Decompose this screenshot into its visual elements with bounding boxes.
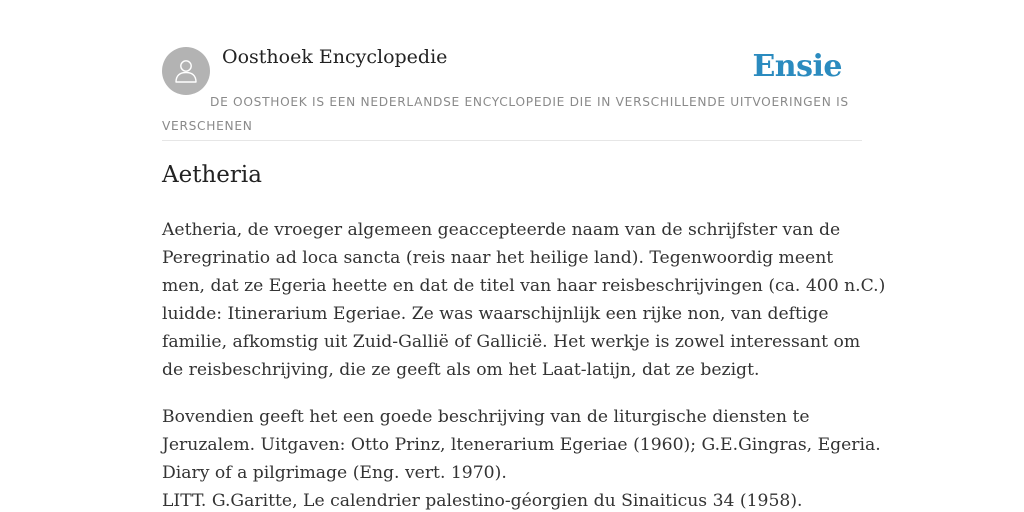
text-line: Bovendien geeft het een goede beschrijving van de liturgische diensten te (162, 407, 810, 427)
site-header (162, 44, 862, 141)
text-line: Aetheria, de vroeger algemeen geaccepteerde naam van de schrijfster van de (162, 220, 841, 240)
text-line: men, dat ze Egeria heette en dat de titel van haar reisbeschrijvingen (ca. 400 n.C.) (162, 276, 886, 296)
site-title[interactable]: Oosthoek Encyclopedie (222, 46, 448, 68)
text-line: de reisbeschrijving, die ze geeft als om het Laat-latijn, dat ze bezigt. (162, 360, 760, 380)
ensie-logo[interactable]: Ensie (752, 49, 842, 84)
text-line: Peregrinatio ad loca sancta (reis naar het heilige land). Tegenwoordig meent (162, 248, 834, 268)
user-icon-glyph (171, 56, 201, 86)
article-body (162, 216, 886, 512)
text-line: Diary of a pilgrimage (Eng. vert. 1970). (162, 463, 507, 483)
text-line: luidde: Itinerarium Egeriae. Ze was waarschijnlijk een rijke non, van deftige (162, 304, 829, 324)
site-tagline: DE OOSTHOEK IS EEN NEDERLANDSE ENCYCLOPEDIE DIE IN VERSCHILLENDE UITVOERINGEN IS VERSCHENEN (162, 95, 849, 133)
paragraph (162, 216, 886, 384)
paragraph (162, 403, 881, 512)
text-line: Jeruzalem. Uitgaven: Otto Prinz, ltenerarium Egeriae (1960); G.E.Gingras, Egeria. (162, 435, 881, 455)
text-line: LITT. G.Garitte, Le calendrier palestino-géorgien du Sinaiticus 34 (1958). (162, 491, 803, 511)
article-title: Aetheria (162, 162, 262, 188)
text-line: familie, afkomstig uit Zuid-Gallië of Gallicië. Het werkje is zowel interessant om (162, 332, 861, 352)
user-icon[interactable] (162, 47, 210, 95)
